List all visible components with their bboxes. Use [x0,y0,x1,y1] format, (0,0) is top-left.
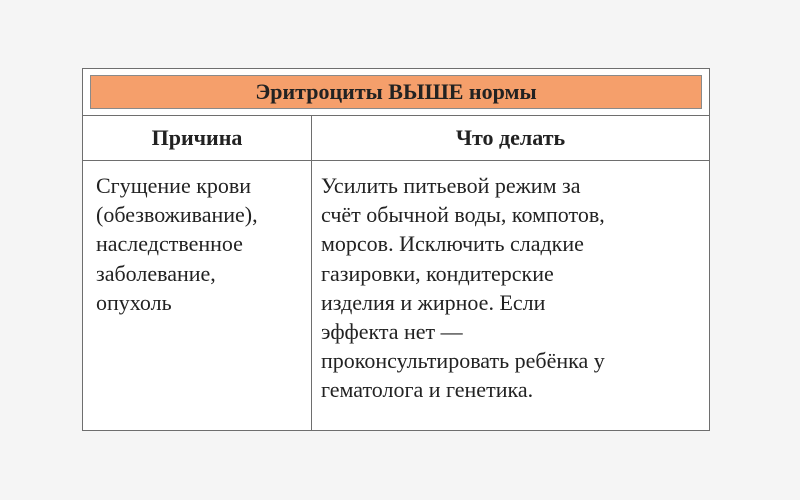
cause-line: опухоль [96,289,172,315]
action-line: гематолога и генетика. [321,377,534,403]
action-line: Усилить питьевой режим за [321,173,581,198]
action-line: морсов. Исключить сладкие [321,231,584,257]
cause-line: Сгущение крови [96,173,252,198]
action-line: счёт обычной воды, компотов, [321,202,605,228]
action-line: проконсультировать ребёнка у [321,348,605,374]
action-cell [321,171,703,405]
column-divider [311,115,312,431]
action-line: газировки, кондитерские [321,260,554,286]
action-line: изделия и жирное. Если [321,289,546,315]
cause-cell [96,171,306,317]
divider-under-header [83,160,709,161]
table-title-bar [90,75,702,109]
header-action: Что делать [455,125,566,150]
table-title: Эритроциты ВЫШЕ нормы [255,79,537,104]
info-table [82,68,710,431]
action-line: эффекта нет — [321,319,463,345]
cause-line: наследственное [96,231,243,257]
header-cause: Причина [151,125,243,150]
cause-line: (обезвоживание), [96,202,258,228]
cause-line: заболевание, [96,260,216,286]
